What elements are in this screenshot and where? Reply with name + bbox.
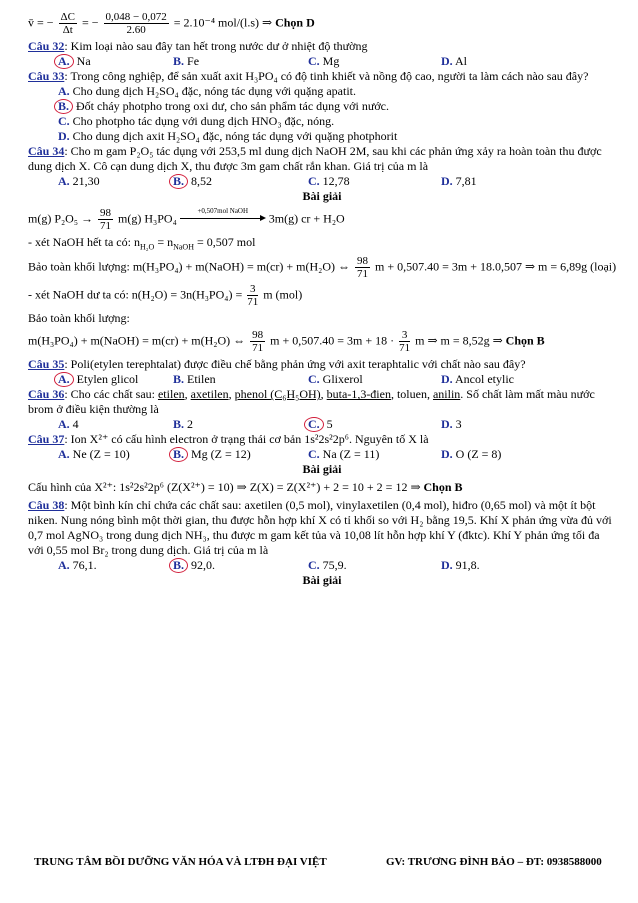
fraction (250, 329, 265, 354)
denominator: 71 (100, 220, 112, 232)
question-32 (28, 39, 616, 54)
underlined-chemical: etilen (157, 387, 185, 402)
option-d (441, 417, 571, 432)
options-34 (28, 174, 616, 189)
options-35 (28, 372, 616, 387)
question-text: . Số chất làm mất màu nước brom ở điều kiện thường là (28, 387, 595, 417)
page-footer (34, 856, 614, 870)
eq-text: - xét NaOH dư ta có: n(H₂O) = 3n(H₃PO₄) = (28, 287, 246, 302)
option-text: Cho dung dịch H₂SO₄ đặc, nóng tác dụng với quặng apatit. (69, 84, 357, 98)
option-text: 7,81 (452, 174, 477, 188)
separator: , (184, 387, 191, 402)
option-b (173, 174, 308, 189)
option-a (28, 84, 616, 99)
subscript: H₂O (139, 242, 155, 252)
option-letter-circled: B. (169, 447, 188, 462)
numerator: 0,048 − 0,072 (105, 11, 167, 23)
option-text: Mg (319, 54, 340, 68)
option-letter: A. (58, 84, 70, 98)
question-label: Câu 33 (28, 69, 65, 83)
eq-text: m(H₃PO₄) + m(NaOH) = m(cr) + m(H₂O) ⇔ (132, 259, 353, 274)
question-text: : Trong công nghiệp, để sản xuất axit H₃PO₄ có độ tinh khiết và nồng độ cao, người ta làm cách nào sau đây? (64, 69, 589, 83)
arrow-label: +0,507mol NaOH (197, 207, 249, 215)
eq-text: Cấu hình của X²⁺: 1s²2s²2p⁶ (Z(X²⁺) = 10) ⇒ Z(X) = Z(X²⁺) + 2 = 10 + 2 = 12 ⇒ (28, 480, 424, 495)
option-b (173, 558, 308, 573)
document-page (28, 8, 616, 588)
eq-text: v̄ = − (28, 15, 54, 30)
option-d (441, 54, 571, 69)
question-label: Câu 34 (28, 144, 65, 158)
option-b (173, 417, 308, 432)
denominator: 71 (357, 268, 368, 281)
option-a (58, 558, 173, 573)
option-text: Cho photpho tác dụng với dung dịch HNO₃ đặc, nóng. (69, 114, 335, 128)
option-text: Fe (184, 54, 200, 68)
eq-text: m + 0,507.40 = 3m + 18 · (270, 333, 398, 348)
footer-teacher-contact: GV: TRƯƠNG ĐÌNH BẢO – ĐT: 0938588000 (386, 856, 602, 868)
option-letter-circled: C. (304, 417, 324, 432)
option-letter: A. (58, 174, 70, 188)
option-text: 92,0. (188, 558, 216, 573)
fraction (247, 283, 258, 308)
solution-line (28, 235, 616, 252)
separator: , (228, 387, 235, 402)
option-letter: D. (441, 372, 453, 387)
option-d (441, 174, 571, 189)
underlined-chemical: anilin (432, 387, 461, 402)
solution-line (28, 329, 616, 354)
options-32 (28, 54, 616, 69)
solution-title: Bài giải (302, 462, 342, 477)
option-letter: C. (308, 558, 320, 573)
option-a (58, 372, 173, 387)
eq-text: m(H₃PO₄) + m(NaOH) = m(cr) + m(H₂O) ⇔ (28, 333, 249, 348)
option-text: 5 (323, 417, 333, 432)
option-text: Đốt cháy photpho trong oxi dư, cho sản phẩm tác dụng với nước. (73, 99, 389, 113)
option-text: 3 (452, 417, 462, 432)
numerator: 98 (357, 255, 368, 268)
fraction (104, 11, 169, 36)
question-text: : Cho các chất sau: (64, 387, 158, 402)
question-text: : Cho m gam P₂O₅ tác dụng với 253,5 ml dung dịch NaOH 2M, sau khi các phản ứng xảy ra hoàn toàn thu được dung dịch X. Cô cạn dung dịch X, thu được 3m gam chất rắn khan. Giá trị của m là (28, 144, 602, 173)
answer-choice: Chọn B (505, 333, 545, 348)
option-a (58, 447, 173, 462)
option-text: Glixerol (319, 372, 363, 387)
solution-title: Bài giải (302, 189, 342, 203)
option-letter-circled: A. (54, 372, 74, 387)
option-letter: A. (58, 447, 70, 462)
option-letter: D. (441, 558, 453, 573)
option-letter: B. (173, 372, 185, 387)
fraction (98, 207, 113, 232)
option-c (308, 447, 441, 462)
option-b (173, 54, 308, 69)
question-label: Câu 38 (28, 498, 65, 513)
answer-choice: Chọn B (423, 480, 463, 495)
reaction-scheme (28, 207, 616, 232)
underlined-chemical: phenol (C₆H₅OH) (234, 387, 321, 402)
question-label: Câu 32 (28, 39, 65, 53)
option-text: Cho dung dịch axit H₂SO₄ đặc, nóng tác dụng với quặng photphorit (69, 129, 398, 143)
underlined-chemical: axetilen (190, 387, 229, 402)
numerator: 3 (247, 283, 258, 296)
option-letter: D. (58, 129, 70, 143)
option-text: Etylen glicol (73, 372, 139, 387)
eq-text: m ⇒ m = 8,52g ⇒ (415, 333, 506, 348)
options-38 (28, 558, 616, 573)
question-text: : Ion X²⁺ có cấu hình electron ở trạng thái cơ bản 1s²2s²2p⁶. Nguyên tố X là (64, 432, 429, 447)
eq-text: = n (154, 235, 174, 249)
option-c (308, 558, 441, 573)
question-33 (28, 69, 616, 84)
option-text: Mg (Z = 12) (188, 447, 251, 462)
option-d (441, 447, 571, 462)
option-text: Na (73, 54, 91, 68)
option-d (28, 129, 616, 144)
options-36 (28, 417, 616, 432)
solution-line (28, 255, 616, 280)
denominator: 71 (252, 342, 264, 355)
solution-line (28, 480, 616, 495)
option-text: 2 (184, 417, 194, 432)
eq-text: = 0,507 mol (193, 235, 256, 249)
question-35 (28, 357, 616, 372)
option-text: Ancol etylic (452, 372, 514, 387)
option-text: 8,52 (188, 174, 213, 188)
option-letter: C. (308, 372, 320, 387)
numerator: 3 (399, 329, 410, 342)
denominator: 71 (399, 342, 411, 355)
solution-title: Bài giải (302, 573, 342, 588)
option-letter: A. (58, 417, 70, 432)
options-37 (28, 447, 616, 462)
question-label: Câu 35 (28, 357, 65, 372)
eq-text: = − (81, 15, 99, 30)
option-text: 91,8. (452, 558, 480, 573)
option-c (308, 372, 441, 387)
option-d (441, 372, 571, 387)
option-b (173, 372, 308, 387)
fraction (399, 329, 410, 354)
eq-text: m(g) P₂O₅ → (28, 211, 94, 226)
eq-text: m(g) H₃PO₄ (118, 211, 177, 226)
footer-center-name: TRUNG TÂM BỒI DƯỠNG VĂN HÓA VÀ LTĐH ĐẠI VIỆT (34, 856, 327, 868)
question-text: : Poli(etylen terephtalat) được điều chế bằng phản ứng với axit teraphtalic với chất nào sau đây? (64, 357, 526, 372)
option-c (28, 114, 616, 129)
option-letter: C. (308, 174, 320, 188)
option-letter: C. (308, 54, 320, 68)
answer-choice: Chọn D (275, 15, 315, 30)
option-text: 4 (69, 417, 79, 432)
option-text: 21,30 (69, 174, 100, 188)
eq-text: m (mol) (263, 287, 303, 302)
solution-line (28, 283, 616, 308)
denominator: 2.60 (126, 24, 146, 36)
option-text: 76,1. (69, 558, 97, 573)
eq-text: = 2.10⁻⁴ mol/(l.s) ⇒ (173, 15, 276, 30)
option-text: Etilen (184, 372, 216, 387)
option-letter-circled: B. (54, 99, 73, 114)
question-38 (28, 498, 616, 558)
eq-text: m + 0,507.40 = 3m + 18.0,507 ⇒ m = 6,89g (loại) (375, 259, 617, 274)
question-36 (28, 387, 616, 417)
rate-equation (28, 11, 616, 36)
option-text: 75,9. (319, 558, 347, 573)
option-b (28, 99, 616, 114)
eq-text: 3m(g) cr + H₂O (268, 211, 345, 226)
question-text: : Một bình kín chỉ chứa các chất sau: axetilen (0,5 mol), vinylaxetilen (0,4 mol), hiđro (0,65 mol) và một ít bột niken. Nung nóng bình một thời gian, thu được hỗn hợp khí X có tỉ khối so với H₂ bằng 19,5. Khí X phản ứng vừa đủ với 0,7 mol AgNO₃ trong dung dịch NH₃, thu được m gam kết tủa và 10,08 lít hỗn hợp khí Y (đktc). Khí Y phản ứng tối đa với 0,55 mol Br₂ trong dung dịch. Giá trị của m là (28, 498, 612, 558)
fraction (59, 11, 77, 36)
option-c (308, 54, 441, 69)
numerator: 98 (100, 207, 112, 219)
numerator: ΔC (60, 11, 75, 23)
option-text: O (Z = 8) (452, 447, 502, 462)
numerator: 98 (252, 329, 264, 342)
option-text: Na (Z = 11) (319, 447, 380, 462)
separator: , (320, 387, 327, 402)
question-label: Câu 36 (28, 387, 65, 402)
reaction-arrow (180, 207, 266, 216)
subscript: NaOH (173, 242, 194, 252)
option-text: 12,78 (319, 174, 350, 188)
option-d (441, 558, 571, 573)
question-text: : Kim loại nào sau đây tan hết trong nước dư ở nhiệt độ thường (64, 39, 368, 53)
option-letter: D. (441, 447, 453, 462)
denominator: 71 (247, 296, 259, 309)
option-a (58, 417, 173, 432)
eq-text: - xét NaOH hết ta có: n (28, 235, 140, 249)
fraction (355, 255, 370, 280)
question-label: Câu 37 (28, 432, 65, 447)
option-letter: D. (441, 54, 453, 68)
separator: , toluen, (390, 387, 433, 402)
option-letter-circled: A. (54, 54, 74, 69)
option-letter: B. (173, 54, 185, 68)
option-letter: B. (173, 417, 185, 432)
underlined-chemical: buta-1,3-đien (326, 387, 391, 402)
solution-line: Bảo toàn khối lượng: (28, 311, 130, 326)
question-37 (28, 432, 616, 447)
option-letter: C. (58, 114, 70, 128)
option-b (173, 447, 308, 462)
option-letter-circled: B. (169, 174, 188, 189)
option-letter: D. (441, 174, 453, 188)
denominator: Δt (62, 24, 73, 36)
question-34 (28, 144, 616, 174)
option-letter-circled: B. (169, 558, 188, 573)
option-text: Ne (Z = 10) (69, 447, 130, 462)
option-c (308, 417, 441, 432)
option-letter: A. (58, 558, 70, 573)
option-a (58, 54, 173, 69)
option-a (58, 174, 173, 189)
option-letter: C. (308, 447, 320, 462)
option-letter: D. (441, 417, 453, 432)
option-text: Al (452, 54, 468, 68)
option-c (308, 174, 441, 189)
eq-text: Bảo toàn khối lượng: (28, 259, 133, 274)
